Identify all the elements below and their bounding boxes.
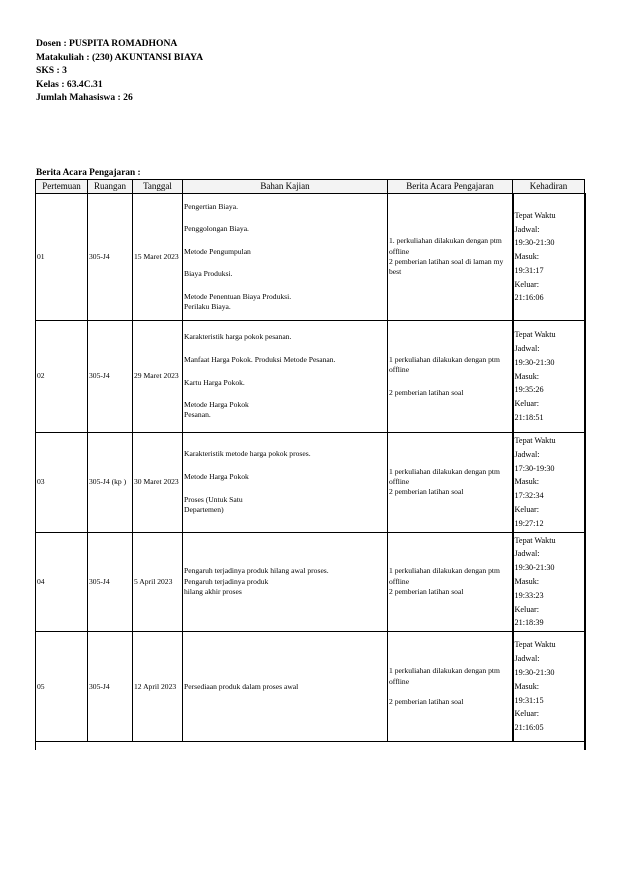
table-row	[36, 194, 585, 321]
kehadiran-jadwal-label: Jadwal:	[514, 654, 540, 664]
col-header-bahan-kajian: Bahan Kajian	[183, 180, 388, 194]
bahan-item: Biaya Produksi.	[184, 269, 233, 279]
berita-acara-cell	[388, 632, 513, 742]
pertemuan-cell: 02	[36, 321, 88, 433]
berita-item: 1 perkuliahan dilakukan dengan ptm offline	[389, 566, 500, 586]
bahan-item: Kartu Harga Pokok.	[184, 377, 245, 387]
kehadiran-jadwal-value: 19:30-21:30	[514, 667, 555, 677]
table-continuation	[36, 742, 585, 750]
ruangan-cell: 305-J4	[88, 321, 133, 433]
kehadiran-masuk-value: 19:31:17	[514, 265, 544, 275]
ruangan-cell: 305-J4	[88, 532, 133, 632]
kehadiran-jadwal-label: Jadwal:	[514, 449, 540, 459]
bahan-item: Perilaku Biaya.	[184, 302, 231, 312]
berita-item: 2 pemberian latihan soal di laman my best	[389, 257, 504, 277]
col-header-kehadiran: Kehadiran	[513, 180, 585, 194]
col-header-pertemuan: Pertemuan	[36, 180, 88, 194]
kehadiran-keluar-value: 21:16:05	[514, 723, 544, 733]
bahan-item: Karakteristik metode harga pokok proses.	[184, 449, 311, 459]
kehadiran-masuk-label: Masuk:	[514, 576, 540, 586]
kehadiran-masuk-label: Masuk:	[514, 681, 540, 691]
pertemuan-cell: 03	[36, 433, 88, 533]
kehadiran-jadwal-value: 17:30-19:30	[514, 463, 555, 473]
bahan-item: Karakteristik harga pokok pesanan.	[184, 332, 292, 342]
bahan-item: Metode Pengumpulan	[184, 246, 251, 256]
ruangan-cell: 305-J4	[88, 632, 133, 742]
kehadiran-keluar-value: 21:18:51	[514, 412, 544, 422]
berita-item: 1 perkuliahan dilakukan dengan ptm offline	[389, 354, 500, 375]
col-header-berita-acara: Berita Acara Pengajaran	[388, 180, 513, 194]
table-row	[36, 433, 585, 533]
kehadiran-jadwal-label: Jadwal:	[514, 224, 540, 234]
kehadiran-masuk-label: Masuk:	[514, 477, 540, 487]
berita-item: 1 perkuliahan dilakukan dengan ptm offline	[389, 666, 500, 686]
berita-item: 2 pemberian latihan soal	[389, 387, 464, 397]
bahan-item: Penggolongan Biaya.	[184, 224, 249, 234]
kehadiran-cell	[513, 194, 585, 321]
table-row	[36, 632, 585, 742]
col-header-ruangan: Ruangan	[88, 180, 133, 194]
kehadiran-status: Tepat Waktu	[514, 436, 556, 445]
bahan-item: Persediaan produk dalam proses awal	[184, 681, 299, 691]
bahan-item: Proses (Untuk Satu	[184, 494, 243, 504]
kehadiran-status: Tepat Waktu	[514, 210, 556, 220]
tanggal-cell: 12 April 2023	[133, 632, 183, 742]
tanggal-cell: 30 Maret 2023	[133, 433, 183, 533]
table-row	[36, 321, 585, 433]
berita-acara-cell	[388, 194, 513, 321]
kehadiran-keluar-label: Keluar:	[514, 399, 540, 409]
table-header-row	[36, 180, 585, 194]
ruangan-cell: 305-J4 (kp )	[88, 433, 133, 533]
tanggal-cell: 29 Maret 2023	[133, 321, 183, 433]
kehadiran-masuk-value: 19:33:23	[514, 590, 544, 600]
kehadiran-status: Tepat Waktu	[514, 640, 556, 650]
kehadiran-keluar-label: Keluar:	[514, 604, 540, 614]
dosen-line: Dosen : PUSPITA ROMADHONA	[36, 38, 178, 49]
kehadiran-keluar-value: 19:27:12	[514, 518, 544, 528]
kehadiran-keluar-label: Keluar:	[514, 279, 540, 289]
bahan-kajian-cell	[183, 632, 388, 742]
bahan-kajian-cell	[183, 194, 388, 321]
bahan-kajian-cell	[183, 321, 388, 433]
berita-acara-cell	[388, 433, 513, 533]
bahan-item: Metode Penentuan Biaya Produksi.	[184, 291, 292, 301]
berita-acara-cell	[388, 532, 513, 632]
kehadiran-jadwal-value: 19:30-21:30	[514, 357, 555, 367]
bahan-item: Manfaat Harga Pokok. Produksi Metode Pesanan.	[184, 354, 336, 364]
berita-acara-cell	[388, 321, 513, 433]
bahan-item: Departemen)	[184, 504, 224, 514]
kehadiran-masuk-value: 19:35:26	[514, 385, 544, 395]
kehadiran-jadwal-value: 19:30-21:30	[514, 563, 555, 573]
kehadiran-masuk-value: 19:31:15	[514, 695, 544, 705]
kehadiran-masuk-label: Masuk:	[514, 371, 540, 381]
kehadiran-keluar-label: Keluar:	[514, 504, 540, 514]
kehadiran-jadwal-label: Jadwal:	[514, 344, 540, 353]
kehadiran-masuk-value: 17:32:34	[514, 491, 544, 501]
berita-item: 1 perkuliahan dilakukan dengan ptm offline	[389, 466, 500, 487]
tanggal-cell: 5 April 2023	[133, 532, 183, 632]
matakuliah-line: Matakuliah : (230) AKUNTANSI BIAYA	[36, 51, 204, 63]
berita-item: 2 pemberian latihan soal	[389, 696, 464, 706]
kehadiran-keluar-value: 21:18:39	[514, 618, 544, 628]
bahan-item: Pengaruh terjadinya produk	[184, 576, 269, 586]
kehadiran-status: Tepat Waktu	[514, 330, 556, 340]
section-title: Berita Acara Pengajaran :	[36, 168, 141, 178]
berita-acara-table	[35, 179, 586, 750]
table-row	[36, 532, 585, 632]
kehadiran-cell	[513, 532, 585, 632]
kehadiran-keluar-value: 21:16:06	[514, 293, 544, 303]
bahan-kajian-cell	[183, 532, 388, 632]
ruangan-cell: 305-J4	[88, 194, 133, 321]
kehadiran-jadwal-value: 19:30-21:30	[514, 238, 555, 248]
bahan-kajian-cell	[183, 433, 388, 533]
bahan-item: Metode Harga Pokok	[184, 400, 249, 410]
berita-item: 2 pemberian latihan soal	[389, 587, 464, 597]
pertemuan-cell: 04	[36, 532, 88, 632]
bahan-item: hilang akhir proses	[184, 587, 242, 597]
document-header	[36, 37, 203, 105]
kehadiran-status: Tepat Waktu	[514, 535, 556, 545]
pertemuan-cell: 01	[36, 194, 88, 321]
kehadiran-cell	[513, 321, 585, 433]
bahan-item: Pengaruh terjadinya produk hilang awal proses.	[184, 566, 329, 576]
kehadiran-cell	[513, 632, 585, 742]
kehadiran-cell	[513, 433, 585, 533]
bahan-item: Metode Harga Pokok	[184, 471, 249, 481]
col-header-tanggal: Tanggal	[133, 180, 183, 194]
jumlah-mahasiswa-line: Jumlah Mahasiswa : 26	[36, 92, 133, 104]
bahan-item: Pengertian Biaya.	[184, 201, 238, 211]
kelas-line: Kelas : 63.4C.31	[36, 78, 103, 90]
bahan-item: Pesanan.	[184, 410, 211, 420]
tanggal-cell: 15 Maret 2023	[133, 194, 183, 321]
kehadiran-keluar-label: Keluar:	[514, 709, 540, 719]
sks-line: SKS : 3	[36, 65, 67, 77]
kehadiran-masuk-label: Masuk:	[514, 252, 540, 262]
pertemuan-cell: 05	[36, 632, 88, 742]
berita-item: 2 pemberian latihan soal	[389, 487, 464, 497]
berita-item: 1. perkuliahan dilakukan dengan ptm offline	[389, 236, 502, 256]
kehadiran-jadwal-label: Jadwal:	[514, 549, 540, 559]
